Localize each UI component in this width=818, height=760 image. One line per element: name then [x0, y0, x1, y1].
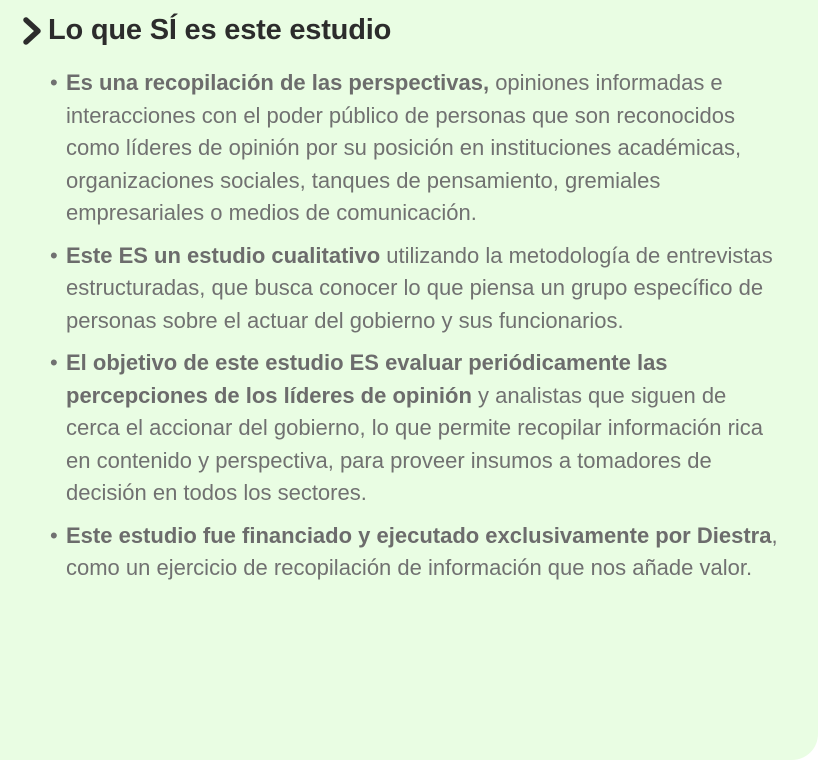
list-item [50, 520, 780, 585]
bullet-dot: • [50, 522, 58, 548]
item-bold-text: Es una recopilación de las perspectivas, [66, 70, 490, 95]
list-item [50, 347, 780, 510]
bullet-dot: • [50, 350, 58, 375]
item-bold-text: Este ES un estudio cualitativo [66, 242, 381, 268]
item-bold-text: El objetivo de este estudio ES evaluar periódicamente las percepciones de los líderes de opinión [66, 350, 668, 408]
chevron-right-icon [22, 16, 44, 46]
list-item [50, 67, 780, 230]
item-text: opiniones informadas e interacciones con el poder público de personas que son reconocidos como líderes de opinión por su posición en instituciones académicas, organizaciones sociales, tanques de pensamiento, gremiales empresariales o medios de comunicación. [66, 70, 742, 225]
list-item [50, 240, 780, 338]
section-heading [22, 14, 391, 47]
section-title: Lo que SÍ es este estudio [48, 14, 392, 46]
item-text: utilizando la metodología de entrevistas estructuradas, que busca conocer lo que piensa un grupo específico de personas sobre el actuar del gobierno y sus funcionarios. [66, 242, 773, 333]
item-text: , como un ejercicio de recopilación de información que nos añade valor. [66, 522, 778, 580]
bullet-dot: • [50, 70, 58, 95]
item-bold-text: Este estudio fue financiado y ejecutado exclusivamente por Diestra [66, 522, 772, 548]
item-text: y analistas que siguen de cerca el accionar del gobierno, lo que permite recopilar información rica en contenido y perspectiva, para proveer insumos a tomadores de decisión en todos los sectores. [66, 382, 764, 505]
bullet-dot: • [50, 242, 58, 268]
bullet-list [50, 67, 780, 595]
